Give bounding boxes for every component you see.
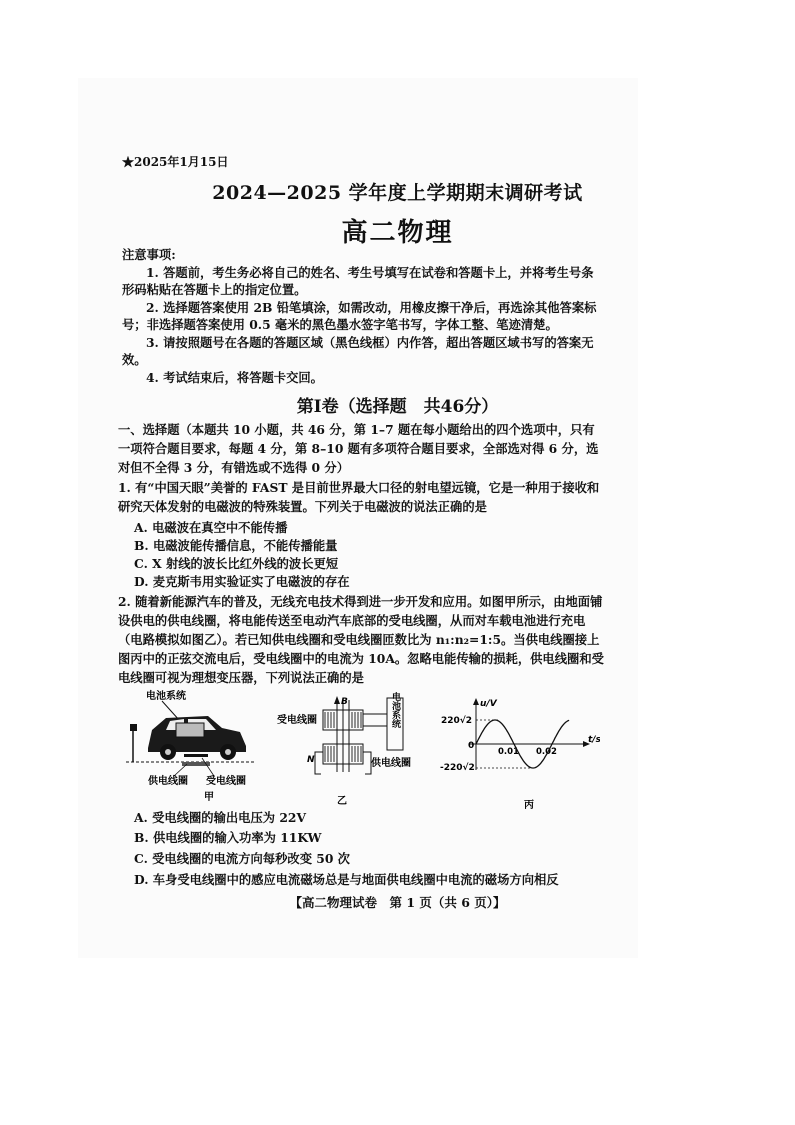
figure-jia (122, 688, 262, 808)
q1-option-a: A. 电磁波在真空中不能传播 (134, 520, 288, 535)
yi-supply-label: 供电线圈 (371, 758, 411, 769)
chart-ytick-min: -220√2 (440, 763, 475, 773)
battery-block (176, 723, 204, 737)
bing-caption: 丙 (524, 800, 534, 811)
jia-receive-leader (202, 758, 214, 776)
q2-stem-part1: 2. 随着新能源汽车的普及，无线充电技术得到进一步开发和应用。如图甲所示，由地面铺设供电的供电线圈，将电能传送至电动汽车底部的受电线圈，从而对车载电池进行充电（电路模拟如图乙）。若已知供电线圈和受电线圈匝数比为 (118, 594, 603, 647)
notes-heading: 注意事项: (122, 247, 176, 262)
chart-xtick-1: 0.01 (498, 747, 519, 757)
q2-option-d: D. 车身受电线圈中的感应电流磁场总是与地面供电线圈中电流的磁场方向相反 (134, 872, 559, 887)
q2-turns-ratio: n₁:n₂=1:5 (435, 632, 502, 647)
y-axis-arrow-icon (473, 698, 479, 705)
q2-stem (118, 592, 604, 687)
jia-receive-label: 受电线圈 (206, 776, 246, 787)
yi-battery-label: 电池系统 (390, 692, 400, 728)
note-item-2: 2. 选择题答案使用 2B 铅笔填涂，如需改动，用橡皮擦干净后，再选涂其他答案标号；非选择题答案使用 0.5 毫米的黑色墨水签字笔书写，字体工整、笔迹清楚。 (122, 299, 597, 332)
note-item-4: 4. 考试结束后，将答题卡交回。 (146, 369, 323, 385)
jia-supply-label: 供电线圈 (148, 776, 188, 787)
receive-coil-plate (184, 754, 208, 757)
wire-bottom-left (315, 752, 323, 774)
q1-option-d: D. 麦克斯韦用实验证实了电磁波的存在 (134, 574, 350, 589)
note-item-3: 3. 请按照题号在各题的答题区域（黑色线框）内作答，超出答题区域书写的答案无效。 (122, 334, 594, 367)
notes-block (122, 246, 602, 386)
q2-option-c: C. 受电线圈的电流方向每秒改变 50 次 (134, 851, 350, 866)
q1-option-b: B. 电磁波能传播信息，不能传播能量 (134, 538, 338, 553)
circuit-diagram (275, 692, 415, 812)
q1-option-c: C. X 射线的波长比红外线的波长更短 (134, 556, 339, 571)
chart-ylabel: u/V (480, 699, 497, 709)
wire-bottom-right (363, 752, 371, 774)
yi-receive-label: 受电线圈 (277, 715, 317, 726)
q2-option-b: B. 供电线圈的输入功率为 11KW (134, 830, 322, 845)
chart-xtick-2: 0.02 (536, 747, 557, 757)
voltage-chart (440, 696, 600, 812)
q2-stem-part2: 。当供电线圈接上图丙中的正弦交流电后，受电线圈中的电流为 10A。忽略电能传输的损耗，供电线圈和受电线圈可视为理想变压器，下列说法正确的是 (118, 632, 604, 685)
subject-title: 高二物理 (341, 218, 454, 248)
chart-xlabel: t/s (588, 735, 600, 745)
jia-battery-label: 电池系统 (146, 691, 186, 702)
field-arrow-icon (334, 696, 340, 704)
section-intro: 一、选择题（本题共 10 小题，共 46 分，第 1–7 题在每小题给出的四个选项中，只有一项符合题目要求，每题 4 分，第 8–10 题有多项符合题目要求，全部选对得 6 分，选对但不全得 3 分，有错选或不选得 0 分） (118, 422, 599, 475)
jia-caption: 甲 (204, 792, 214, 803)
exam-date: ★2025年1月15日 (122, 155, 229, 169)
page-footer: 【高二物理试卷 第 1 页（共 6 页）】 (289, 895, 506, 910)
figure-bing (440, 696, 600, 812)
q1-stem: 1. 有“中国天眼”美誉的 FAST 是目前世界最大口径的射电望远镜，它是一种用于接收和研究天体发射的电磁波的特殊装置。下列关于电磁波的说法正确的是 (118, 480, 600, 514)
note-item-1: 1. 答题前，考生务必将自己的姓名、考生号填写在试卷和答题卡上，并将考生号条形码粘贴在答题卡上的指定位置。 (122, 264, 594, 297)
q2-option-a: A. 受电线圈的输出电压为 22V (134, 810, 307, 825)
figure-yi (275, 692, 415, 812)
n-pole-label: N (307, 755, 315, 765)
exam-title: 2024—2025 学年度上学期期末调研考试 (212, 182, 583, 204)
chart-ytick-max: 220√2 (441, 716, 473, 726)
section-title: 第Ⅰ卷（选择题 共46分） (296, 397, 499, 417)
b-field-label: B (341, 697, 348, 707)
chart-origin: 0 (468, 741, 475, 751)
car-hub-rear (225, 749, 231, 755)
car-illustration (122, 688, 262, 808)
yi-caption: 乙 (337, 796, 347, 807)
charger-post-icon (130, 724, 137, 731)
jia-supply-leader (174, 764, 187, 776)
car-hub-front (165, 749, 171, 755)
